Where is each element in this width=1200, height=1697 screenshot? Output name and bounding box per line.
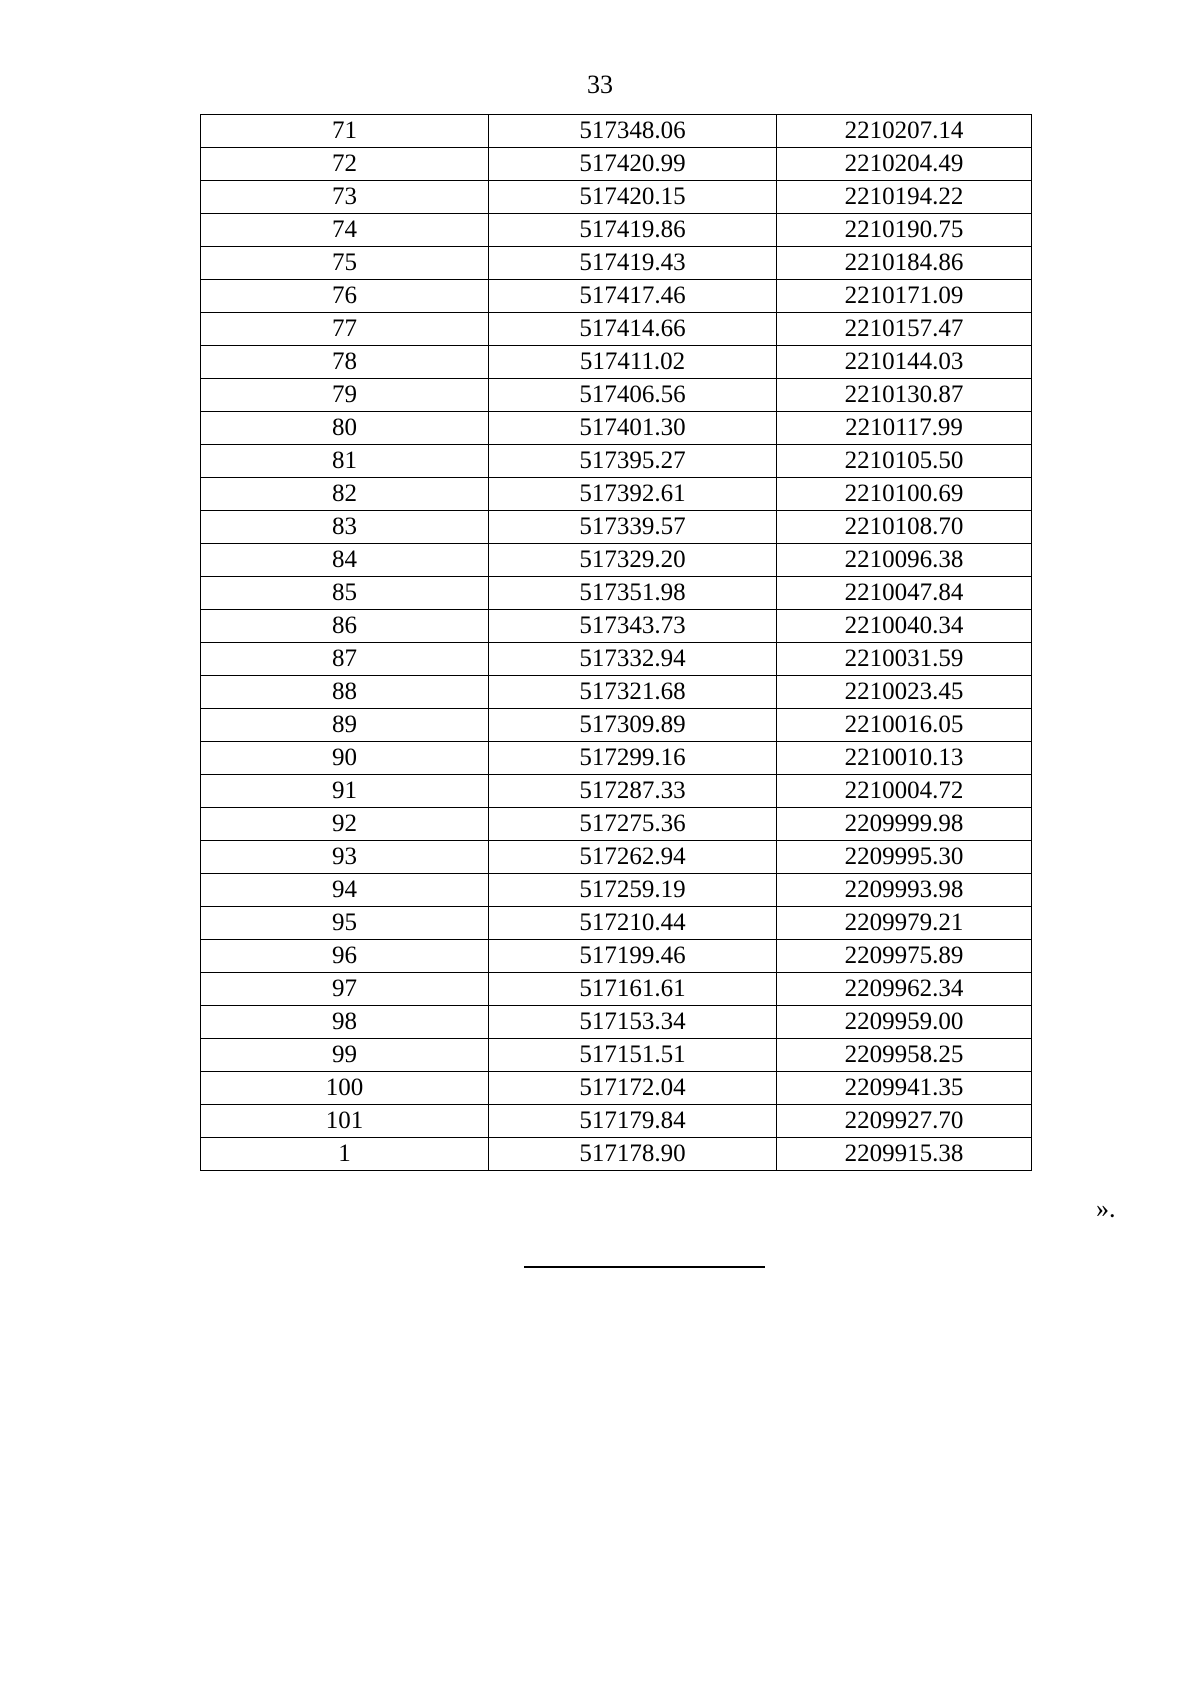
table-row xyxy=(201,148,1032,181)
table-row xyxy=(201,742,1032,775)
y-coordinate-cell: 2210184.86 xyxy=(777,247,1032,280)
y-coordinate-cell: 2210130.87 xyxy=(777,379,1032,412)
table-row xyxy=(201,709,1032,742)
y-coordinate-cell: 2209979.21 xyxy=(777,907,1032,940)
y-coordinate-cell: 2210047.84 xyxy=(777,577,1032,610)
point-number-cell: 84 xyxy=(201,544,489,577)
point-number-cell: 98 xyxy=(201,1006,489,1039)
x-coordinate-cell: 517395.27 xyxy=(489,445,777,478)
x-coordinate-cell: 517172.04 xyxy=(489,1072,777,1105)
point-number-cell: 77 xyxy=(201,313,489,346)
y-coordinate-cell: 2210010.13 xyxy=(777,742,1032,775)
x-coordinate-cell: 517348.06 xyxy=(489,115,777,148)
point-number-cell: 85 xyxy=(201,577,489,610)
y-coordinate-cell: 2209975.89 xyxy=(777,940,1032,973)
y-coordinate-cell: 2209958.25 xyxy=(777,1039,1032,1072)
point-number-cell: 100 xyxy=(201,1072,489,1105)
table-row xyxy=(201,577,1032,610)
point-number-cell: 89 xyxy=(201,709,489,742)
y-coordinate-cell: 2210031.59 xyxy=(777,643,1032,676)
point-number-cell: 94 xyxy=(201,874,489,907)
x-coordinate-cell: 517406.56 xyxy=(489,379,777,412)
table-row xyxy=(201,346,1032,379)
y-coordinate-cell: 2209959.00 xyxy=(777,1006,1032,1039)
x-coordinate-cell: 517259.19 xyxy=(489,874,777,907)
point-number-cell: 78 xyxy=(201,346,489,379)
x-coordinate-cell: 517343.73 xyxy=(489,610,777,643)
point-number-cell: 97 xyxy=(201,973,489,1006)
point-number-cell: 80 xyxy=(201,412,489,445)
point-number-cell: 76 xyxy=(201,280,489,313)
y-coordinate-cell: 2210105.50 xyxy=(777,445,1032,478)
table-row xyxy=(201,181,1032,214)
x-coordinate-cell: 517321.68 xyxy=(489,676,777,709)
table-row xyxy=(201,808,1032,841)
table-row xyxy=(201,610,1032,643)
x-coordinate-cell: 517275.36 xyxy=(489,808,777,841)
coordinates-table xyxy=(200,114,1032,1171)
point-number-cell: 92 xyxy=(201,808,489,841)
table-row xyxy=(201,775,1032,808)
x-coordinate-cell: 517392.61 xyxy=(489,478,777,511)
table-row xyxy=(201,841,1032,874)
y-coordinate-cell: 2209915.38 xyxy=(777,1138,1032,1171)
table-row xyxy=(201,214,1032,247)
y-coordinate-cell: 2209941.35 xyxy=(777,1072,1032,1105)
table-row xyxy=(201,445,1032,478)
x-coordinate-cell: 517309.89 xyxy=(489,709,777,742)
table-row xyxy=(201,1105,1032,1138)
point-number-cell: 1 xyxy=(201,1138,489,1171)
x-coordinate-cell: 517299.16 xyxy=(489,742,777,775)
page-number: 33 xyxy=(587,70,613,99)
point-number-cell: 81 xyxy=(201,445,489,478)
table-row xyxy=(201,412,1032,445)
point-number-cell: 95 xyxy=(201,907,489,940)
y-coordinate-cell: 2209962.34 xyxy=(777,973,1032,1006)
x-coordinate-cell: 517351.98 xyxy=(489,577,777,610)
point-number-cell: 88 xyxy=(201,676,489,709)
x-coordinate-cell: 517262.94 xyxy=(489,841,777,874)
point-number-cell: 93 xyxy=(201,841,489,874)
x-coordinate-cell: 517151.51 xyxy=(489,1039,777,1072)
table-row xyxy=(201,1138,1032,1171)
table-row xyxy=(201,874,1032,907)
y-coordinate-cell: 2210157.47 xyxy=(777,313,1032,346)
y-coordinate-cell: 2210096.38 xyxy=(777,544,1032,577)
table-row xyxy=(201,973,1032,1006)
x-coordinate-cell: 517417.46 xyxy=(489,280,777,313)
x-coordinate-cell: 517339.57 xyxy=(489,511,777,544)
y-coordinate-cell: 2210144.03 xyxy=(777,346,1032,379)
table-row xyxy=(201,1039,1032,1072)
point-number-cell: 87 xyxy=(201,643,489,676)
table-row xyxy=(201,1072,1032,1105)
x-coordinate-cell: 517332.94 xyxy=(489,643,777,676)
y-coordinate-cell: 2210040.34 xyxy=(777,610,1032,643)
x-coordinate-cell: 517287.33 xyxy=(489,775,777,808)
point-number-cell: 96 xyxy=(201,940,489,973)
x-coordinate-cell: 517414.66 xyxy=(489,313,777,346)
x-coordinate-cell: 517210.44 xyxy=(489,907,777,940)
y-coordinate-cell: 2210016.05 xyxy=(777,709,1032,742)
x-coordinate-cell: 517420.15 xyxy=(489,181,777,214)
table-row xyxy=(201,676,1032,709)
x-coordinate-cell: 517419.86 xyxy=(489,214,777,247)
table-row xyxy=(201,940,1032,973)
table-row xyxy=(201,643,1032,676)
end-of-document-rule xyxy=(524,1266,765,1268)
y-coordinate-cell: 2210023.45 xyxy=(777,676,1032,709)
x-coordinate-cell: 517178.90 xyxy=(489,1138,777,1171)
y-coordinate-cell: 2210100.69 xyxy=(777,478,1032,511)
point-number-cell: 75 xyxy=(201,247,489,280)
table-row xyxy=(201,379,1032,412)
y-coordinate-cell: 2210108.70 xyxy=(777,511,1032,544)
table-row xyxy=(201,115,1032,148)
point-number-cell: 90 xyxy=(201,742,489,775)
y-coordinate-cell: 2209999.98 xyxy=(777,808,1032,841)
table-row xyxy=(201,907,1032,940)
x-coordinate-cell: 517199.46 xyxy=(489,940,777,973)
x-coordinate-cell: 517420.99 xyxy=(489,148,777,181)
table-row xyxy=(201,544,1032,577)
y-coordinate-cell: 2209927.70 xyxy=(777,1105,1032,1138)
table-row xyxy=(201,313,1032,346)
point-number-cell: 101 xyxy=(201,1105,489,1138)
point-number-cell: 72 xyxy=(201,148,489,181)
table-row xyxy=(201,247,1032,280)
x-coordinate-cell: 517179.84 xyxy=(489,1105,777,1138)
point-number-cell: 83 xyxy=(201,511,489,544)
y-coordinate-cell: 2210194.22 xyxy=(777,181,1032,214)
point-number-cell: 82 xyxy=(201,478,489,511)
table-row xyxy=(201,478,1032,511)
y-coordinate-cell: 2210117.99 xyxy=(777,412,1032,445)
y-coordinate-cell: 2209995.30 xyxy=(777,841,1032,874)
x-coordinate-cell: 517329.20 xyxy=(489,544,777,577)
y-coordinate-cell: 2210190.75 xyxy=(777,214,1032,247)
coordinates-table-body xyxy=(201,115,1032,1171)
point-number-cell: 99 xyxy=(201,1039,489,1072)
point-number-cell: 79 xyxy=(201,379,489,412)
closing-quote-mark: ». xyxy=(1096,1194,1116,1223)
y-coordinate-cell: 2210171.09 xyxy=(777,280,1032,313)
point-number-cell: 86 xyxy=(201,610,489,643)
x-coordinate-cell: 517419.43 xyxy=(489,247,777,280)
point-number-cell: 91 xyxy=(201,775,489,808)
x-coordinate-cell: 517161.61 xyxy=(489,973,777,1006)
x-coordinate-cell: 517411.02 xyxy=(489,346,777,379)
x-coordinate-cell: 517153.34 xyxy=(489,1006,777,1039)
y-coordinate-cell: 2209993.98 xyxy=(777,874,1032,907)
point-number-cell: 73 xyxy=(201,181,489,214)
y-coordinate-cell: 2210207.14 xyxy=(777,115,1032,148)
table-row xyxy=(201,280,1032,313)
y-coordinate-cell: 2210204.49 xyxy=(777,148,1032,181)
x-coordinate-cell: 517401.30 xyxy=(489,412,777,445)
y-coordinate-cell: 2210004.72 xyxy=(777,775,1032,808)
point-number-cell: 74 xyxy=(201,214,489,247)
table-row xyxy=(201,1006,1032,1039)
table-row xyxy=(201,511,1032,544)
point-number-cell: 71 xyxy=(201,115,489,148)
